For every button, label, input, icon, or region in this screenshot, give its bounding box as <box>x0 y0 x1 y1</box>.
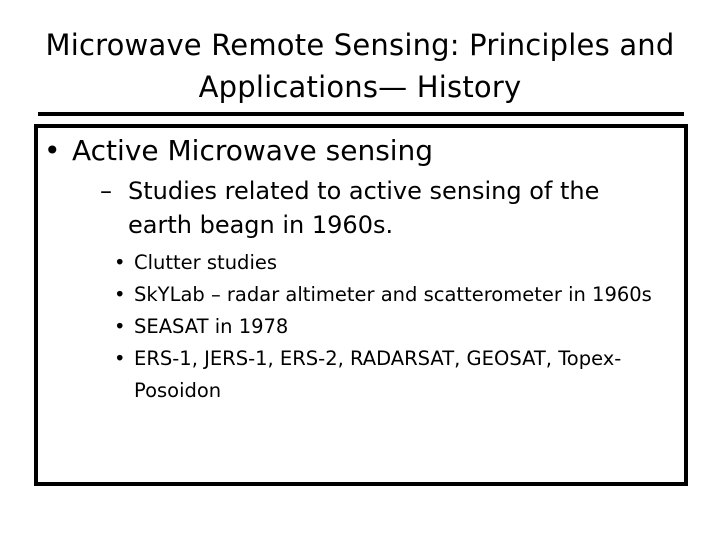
list-item-text: Clutter studies <box>134 251 278 274</box>
slide-title <box>0 24 720 108</box>
bullet-marker: • <box>114 315 126 338</box>
dash-marker: – <box>100 177 112 205</box>
list-item-text: SkYLab – radar altimeter and scatterometer in 1960s <box>134 283 652 306</box>
list-item <box>114 311 674 343</box>
bullet-marker: • <box>114 251 126 274</box>
bullet-marker: • <box>44 134 61 167</box>
list-item-text: ERS-1, JERS-1, ERS-2, RADARSAT, GEOSAT, Topex-Posoidon <box>134 347 622 402</box>
list-item <box>114 343 674 407</box>
bullet-active-microwave <box>44 133 433 169</box>
sub-item-list <box>114 247 674 407</box>
bullet-marker: • <box>114 347 126 370</box>
title-underline <box>38 112 684 116</box>
title-line-1: Microwave Remote Sensing: Principles and <box>45 28 675 62</box>
bullet-text: Active Microwave sensing <box>72 134 434 167</box>
sub-bullet-text: Studies related to active sensing of the earth beagn in 1960s. <box>128 177 600 239</box>
list-item <box>114 279 674 311</box>
title-line-2: Applications— History <box>198 70 522 104</box>
sub-bullet-studies <box>100 174 668 242</box>
list-item-text: SEASAT in 1978 <box>134 315 289 338</box>
list-item <box>114 247 674 279</box>
bullet-marker: • <box>114 283 126 306</box>
